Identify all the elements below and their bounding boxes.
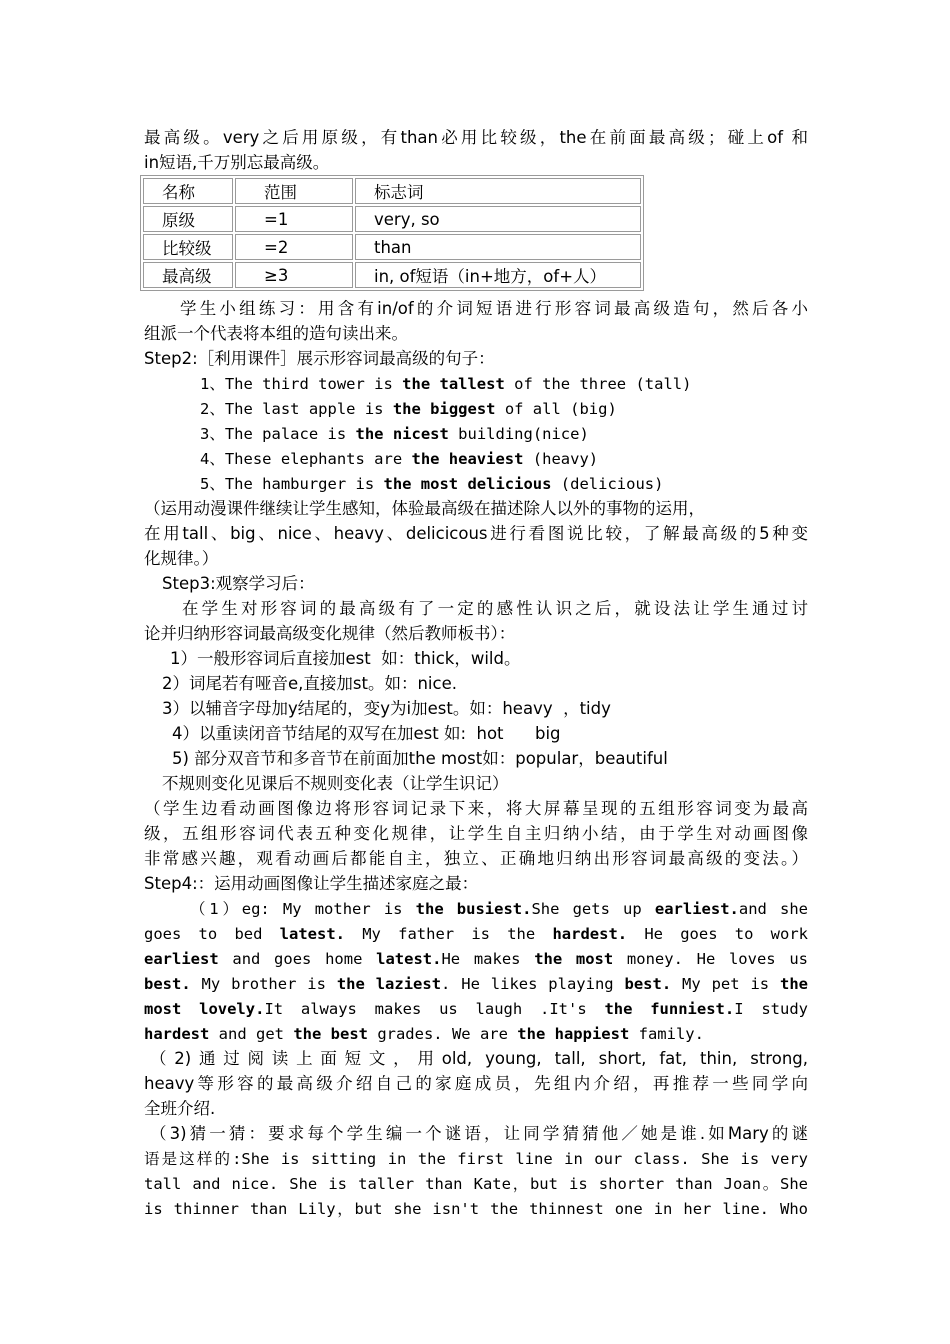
table-cell: 最高级 xyxy=(143,262,233,288)
step4-part3-line: （3)猜一猜：要求每个学生编一个谜语，让同学猜猜他／她是谁.如Mary的谜 xyxy=(150,1124,808,1143)
table-cell: 原级 xyxy=(143,206,233,232)
step4-part2-line: （2)通过阅读上面短文，用old, young, tall, short, fat, thin, strong, xyxy=(150,1049,808,1068)
rule-item: 5) 部分双音节和多音节在前面加the most如：popular，beautiful xyxy=(172,749,668,768)
rule-item: 1）一般形容词后直接加est 如：thick，wild。 xyxy=(170,649,521,668)
step4-part3-line: tall and nice. She is taller than Kate，but is shorter than Joan。She xyxy=(144,1175,808,1193)
step4-title: Step4:：运用动画图像让学生描述家庭之最： xyxy=(144,874,479,893)
example-sentence: 4、These elephants are the heaviest (heavy) xyxy=(200,450,599,468)
table-row xyxy=(143,262,641,288)
step2-note-line: （运用动漫课件继续让学生感知，体验最高级在描述除人以外的事物的运用， xyxy=(144,499,705,518)
table-cell: 名称 xyxy=(143,178,233,204)
table-cell: 标志词 xyxy=(355,178,641,204)
example-sentence: 3、The palace is the nicest building(nice) xyxy=(200,425,589,443)
group-practice-line-1: 学生小组练习：用含有in/of的介词短语进行形容词最高级造句，然后各小 xyxy=(180,299,808,318)
step3-note-line: （学生边看动画图像边将形容词记录下来，将大屏幕呈现的五组形容词变为最高 xyxy=(144,799,808,818)
family-paragraph-line: （1）eg: My mother is the busiest.She gets up earliest.and she xyxy=(190,900,809,918)
step2-note-line: 化规律。） xyxy=(144,549,219,568)
intro-line-1: 最高级。very之后用原级，有than必用比较级，the在前面最高级；碰上of 和 xyxy=(144,128,808,147)
step3-note-line: 级，五组形容词代表五种变化规律，让学生自主归纳小结，由于学生对动画图像 xyxy=(144,824,808,843)
rule-item: 3）以辅音字母加y结尾的，变y为i加est。如：heavy ，tidy xyxy=(162,699,611,718)
table-cell: 比较级 xyxy=(143,234,233,260)
step3-title: Step3:观察学习后： xyxy=(162,574,315,593)
example-sentence: 2、The last apple is the biggest of all (big) xyxy=(200,400,617,418)
table-row xyxy=(143,206,641,232)
intro-line-2: in短语,千万别忘最高级。 xyxy=(144,153,330,172)
table-cell: in, of短语（in+地方，of+人） xyxy=(355,262,641,288)
table-cell: ≥3 xyxy=(235,262,353,288)
family-paragraph-line: earliest and goes home latest.He makes the most money. He loves us xyxy=(144,950,809,968)
rule-item: 不规则变化见课后不规则变化表（让学生识记） xyxy=(162,774,509,793)
family-paragraph-line: best. My brother is the laziest. He likes playing best. My pet is the xyxy=(144,975,809,993)
step4-part2-line: heavy等形容的最高级介绍自己的家庭成员，先组内介绍，再推荐一些同学向 xyxy=(144,1074,808,1093)
table-cell: 范围 xyxy=(235,178,353,204)
table-cell: =2 xyxy=(235,234,353,260)
step3-intro-line: 论并归纳形容词最高级变化规律（然后教师板书）： xyxy=(144,624,516,643)
rule-item: 4）以重读闭音节结尾的双写在加est 如: hot big xyxy=(172,724,561,743)
table-cell: =1 xyxy=(235,206,353,232)
family-paragraph-line: hardest and get the best grades. We are the happiest family. xyxy=(144,1025,704,1043)
family-paragraph-line: most lovely.It always makes us laugh .It's the funniest.I study xyxy=(144,1000,808,1018)
table-cell: than xyxy=(355,234,641,260)
step4-part2-line: 全班介绍. xyxy=(144,1099,216,1118)
example-sentence: 5、The hamburger is the most delicious (delicious) xyxy=(200,475,664,493)
degree-table xyxy=(140,175,644,291)
step3-note-line: 非常感兴趣，观看动画后都能自主，独立、正确地归纳出形容词最高级的变法。） xyxy=(144,849,808,868)
step4-part3-line: is thinner than Lily，but she isn't the thinnest one in her line. Who xyxy=(144,1200,808,1218)
example-sentence: 1、The third tower is the tallest of the three (tall) xyxy=(200,375,692,393)
step2-title: Step2:［利用课件］展示形容词最高级的句子： xyxy=(144,349,495,368)
table-row xyxy=(143,234,641,260)
group-practice-line-2: 组派一个代表将本组的造句读出来。 xyxy=(144,324,408,343)
step4-part3-line: 语是这样的:She is sitting in the first line in our class. She is very xyxy=(144,1150,808,1168)
family-paragraph-line: goes to bed latest. My father is the hardest. He goes to work xyxy=(144,925,808,943)
step3-intro-line: 在学生对形容词的最高级有了一定的感性认识之后，就设法让学生通过讨 xyxy=(182,599,808,618)
table-row xyxy=(143,178,641,204)
step2-note-line: 在用tall、big、nice、heavy、delicicous进行看图说比较，了解最高级的5种变 xyxy=(144,524,808,543)
rule-item: 2）词尾若有哑音e,直接加st。如：nice. xyxy=(162,674,457,693)
table-cell: very, so xyxy=(355,206,641,232)
